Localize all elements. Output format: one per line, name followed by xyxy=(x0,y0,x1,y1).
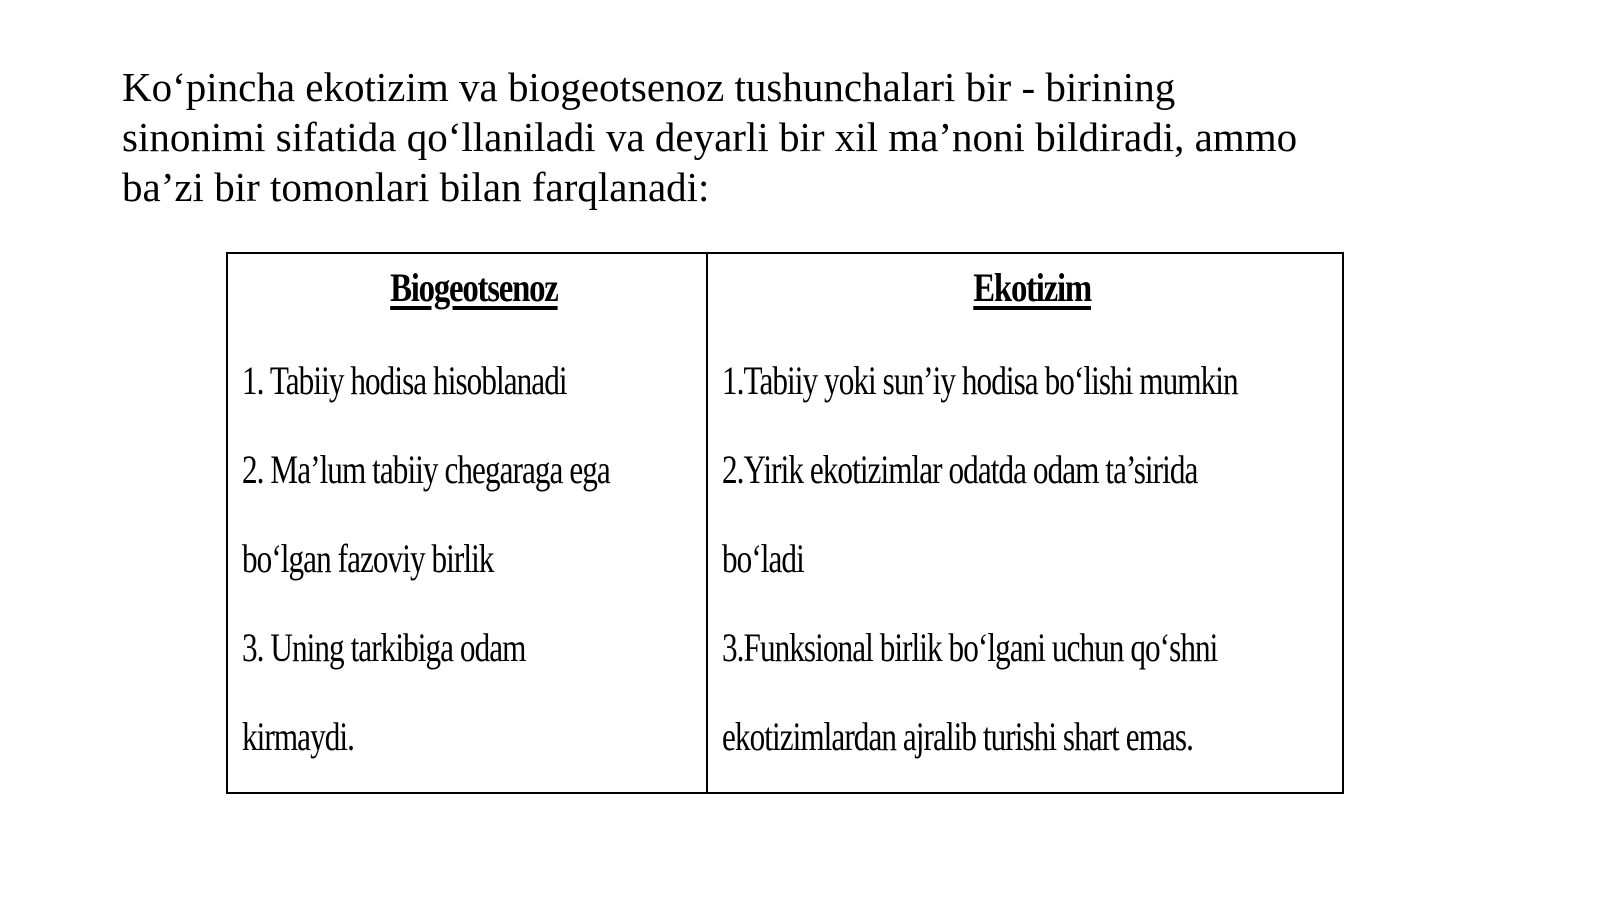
comparison-table xyxy=(226,252,1344,794)
list-item: bo‘ladi xyxy=(721,536,804,581)
list-item: kirmaydi. xyxy=(242,714,355,759)
list-item: 2. Ma’lum tabiiy chegaraga ega xyxy=(242,447,610,492)
list-item: 1.Tabiiy yoki sun’iy hodisa bo‘lishi mumkin xyxy=(721,358,1238,403)
intro-line: Ko‘pincha ekotizim va biogeotsenoz tushunchalari bir - birining xyxy=(122,64,1176,110)
biogeotsenoz-column xyxy=(227,253,707,793)
column-title-ekotizim: Ekotizim xyxy=(973,265,1091,310)
list-item: 3.Funksional birlik bo‘lgani uchun qo‘shni xyxy=(721,625,1218,670)
list-item: 1. Tabiiy hodisa hisoblanadi xyxy=(242,358,567,403)
list-item: 2.Yirik ekotizimlar odatda odam ta’sirida xyxy=(721,447,1198,492)
list-item: 3. Uning tarkibiga odam xyxy=(242,625,526,670)
list-item: ekotizimlardan ajralib turishi shart emas. xyxy=(721,714,1193,759)
column-title-biogeotsenoz: Biogeotsenoz xyxy=(390,265,558,310)
table-row xyxy=(227,253,1343,793)
intro-paragraph xyxy=(122,62,1522,212)
intro-line: sinonimi sifatida qo‘llaniladi va deyarli bir xil ma’noni bildiradi, ammo xyxy=(122,114,1298,160)
intro-line: ba’zi bir tomonlari bilan farqlanadi: xyxy=(122,164,710,210)
list-item: bo‘lgan fazoviy birlik xyxy=(242,536,494,581)
ekotizim-column xyxy=(707,253,1343,793)
